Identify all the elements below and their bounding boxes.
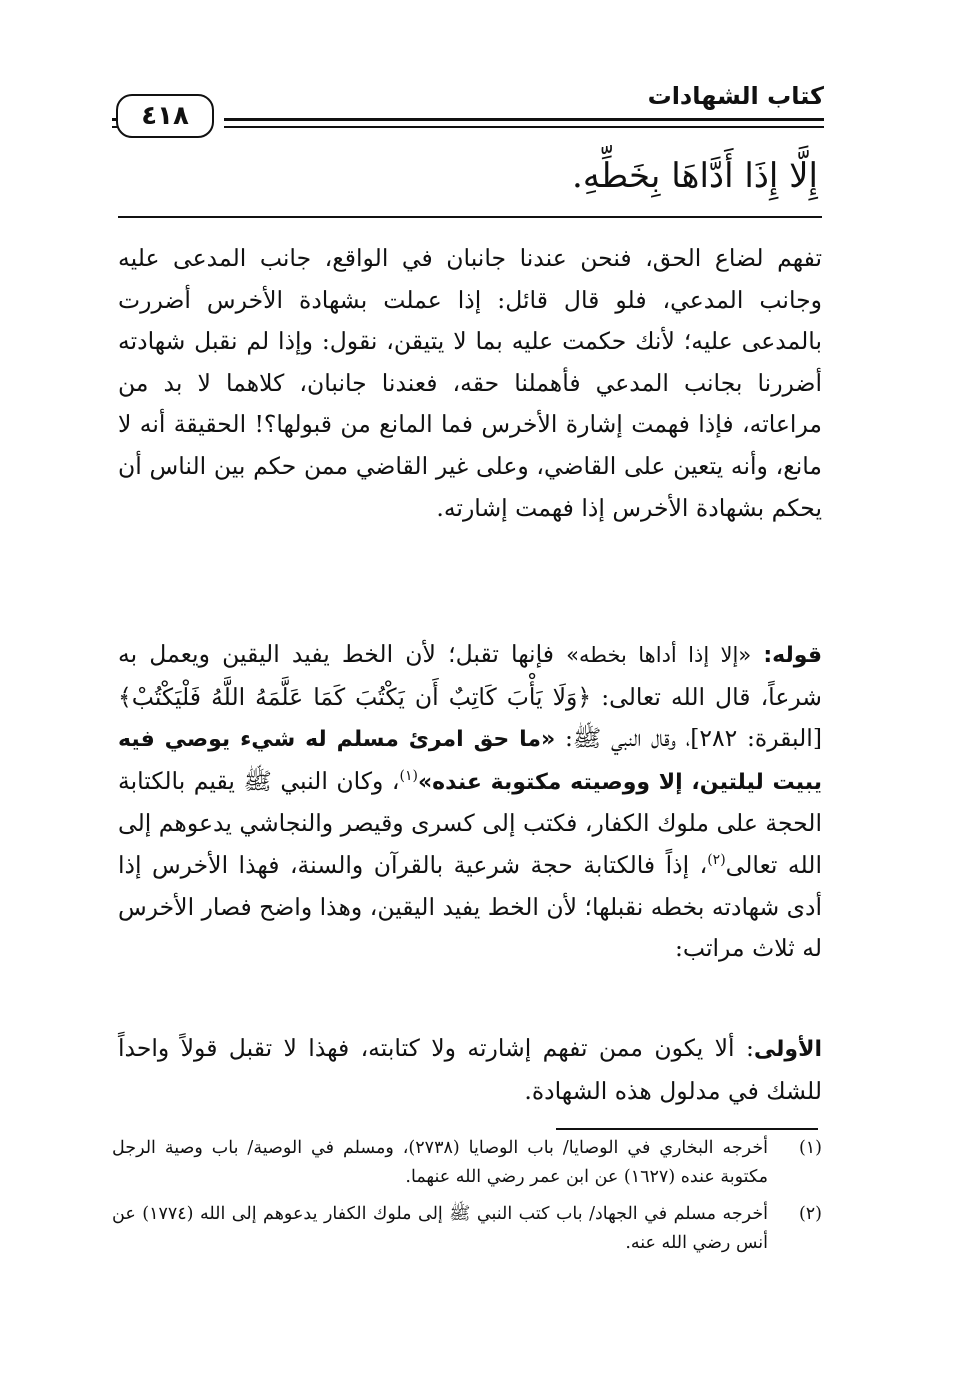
footnote-divider [556, 1128, 818, 1130]
footnote-text: أخرجه البخاري في الوصايا/ باب الوصايا (٢٧٣٨)، ومسلم في الوصية/ باب وصية الرجل مكتوبة عنده (١٦٢٧) عن ابن عمر رضي الله عنهما. [112, 1138, 769, 1187]
footnote-1 [112, 1134, 822, 1192]
footnote-number: (٢) [798, 1204, 822, 1224]
paragraph-text: فإنها تقبل؛ لأن الخط يفيد اليقين ويعمل به شرعاً، قال الله تعالى: [118, 640, 822, 711]
header-rule [224, 126, 824, 128]
section-divider [118, 216, 822, 218]
footnote-2 [112, 1200, 822, 1258]
page-number-badge: ٤١٨ [116, 94, 214, 138]
footnote-text: أخرجه مسلم في الجهاد/ باب كتب النبي ﷺ إلى ملوك الكفار يدعوهم إلى الله (١٧٧٤) عن أنس رضي الله عنه. [112, 1204, 768, 1253]
paragraph-text: ، إذاً فالكتابة حجة شرعية بالقرآن والسنة، فهذا الأخرس إذا أدى شهادته بخطه نقبلها؛ لأن الخط يفيد اليقين، وهذا واضح فصار الأخرس له ثلاث مراتب: [118, 850, 822, 963]
running-header [112, 78, 824, 138]
hadith-text-line: إِلَّا إِذَا أَدَّاهَا بِخَطِّهِ. [572, 156, 818, 196]
footnote-marker-1[interactable]: (١) [399, 767, 418, 784]
hadith-quote: «ما حق امرئ مسلم له شيء يوصي فيه يبيت ليلتين، إلا ووصيته مكتوبة عنده» [118, 727, 823, 795]
footnote-marker-2[interactable]: (٢) [707, 852, 726, 869]
footnote-number: (١) [798, 1138, 822, 1158]
commentary-paragraph-1: تفهم لضاع الحق، فنحن عندنا جانبان في الواقع، جانب المدعى عليه وجانب المدعي، فلو قال قائل: إذا عملت بشهادة الأخرس أضررت بالمدعى عليه؛ لأنك حكمت عليه بما لا يتيقن، نقول: وإذا لم نقبل شهادته أضررنا بجانب المدعي فأهملنا حقه، فعندنا جانبان، كلاهما لا بد من مراعاته، فإذا فهمت إشارة الأخرس فما المانع من قبولها؟! الحقيقة أنه لا مانع، وأنه يتعين على القاضي، وعلى غير القاضي ممن حكم بين الناس أن يحكم بشهادة الأخرس إذا فهمت إشارته. [118, 244, 822, 522]
header-rule [224, 118, 824, 121]
first-category-label: الأولى [753, 1037, 822, 1062]
qawluhu-label: قوله: [763, 643, 822, 668]
quoted-matn: «إلا إذا أداها بخطه» [566, 643, 752, 667]
book-title: كتاب الشهادات [647, 82, 824, 110]
paragraph-text: ، وكان النبي ﷺ يقيم بالكتابة الحجة على ملوك الكفار، فكتب إلى كسرى وقيصر والنجاشي يدعوهم إلى الله تعالى [118, 766, 822, 879]
paragraph-text: : ألا يكون ممن تفهم إشارته ولا كتابته، فهذا لا تقبل قولاً واحداً للشك في مدلول هذه الشهادة. [118, 1034, 822, 1105]
paragraph-text: ، وقال النبي ﷺ: [555, 724, 691, 753]
ayah-reference: [البقرة: ٢٨٢] [690, 724, 823, 753]
quran-ayah: ﴿وَلَا يَأْبَ كَاتِبٌ أَن يَكْتُبَ كَمَا عَلَّمَهُ اللَّهُ فَلْيَكْتُبْ﴾ [118, 682, 592, 711]
commentary-paragraph-3 [118, 1028, 822, 1112]
footnotes [112, 1134, 822, 1266]
commentary-paragraph-2 [118, 634, 822, 970]
